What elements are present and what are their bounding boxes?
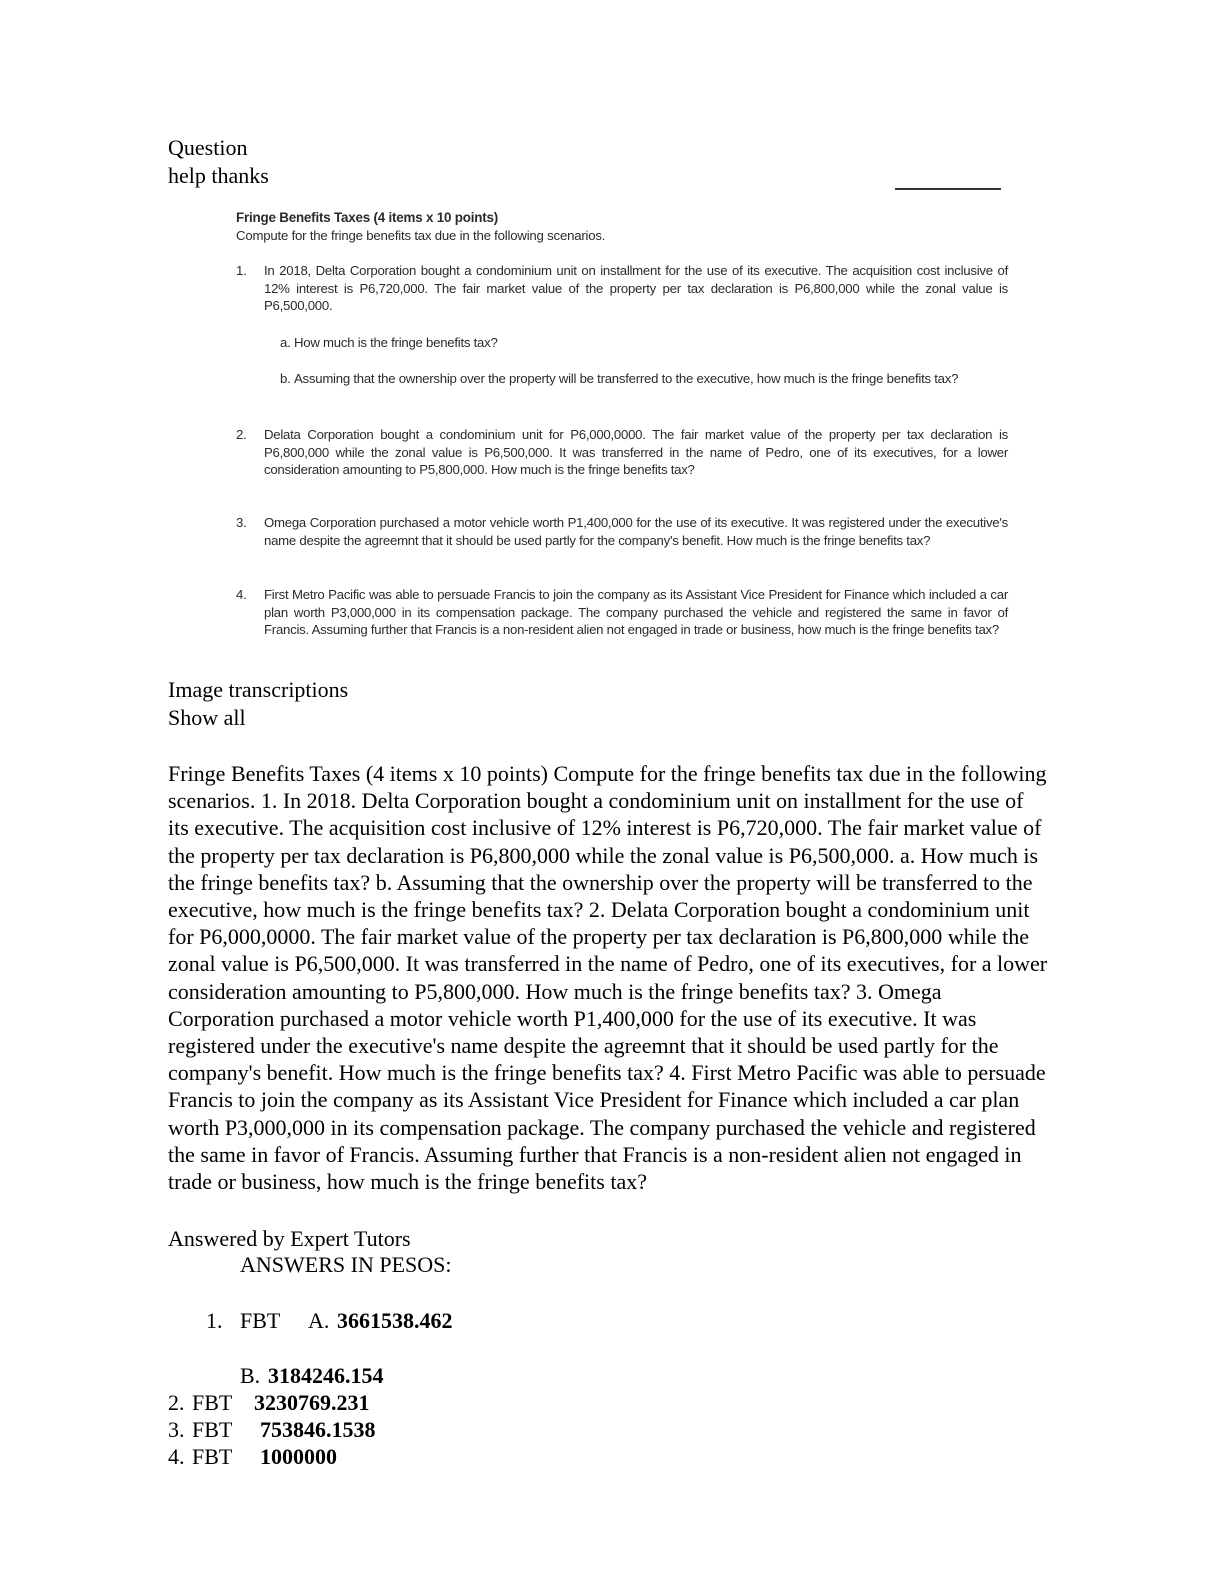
scan-subitem-label: a.: [280, 335, 291, 350]
answer-row-1a: [206, 1307, 453, 1334]
scan-item-number: 3.: [236, 515, 247, 530]
scan-item-number: 4.: [236, 587, 247, 602]
scan-subtitle: Compute for the fringe benefits tax due in the following scenarios.: [236, 228, 606, 243]
answer-label: FBT: [192, 1444, 233, 1469]
answer-label: FBT: [240, 1308, 281, 1333]
scan-subitem-1a: [280, 334, 1000, 352]
answer-row-2: [168, 1389, 370, 1416]
scan-subitem-text: Assuming that the ownership over the property will be transferred to the executive, how much is the fringe benefits tax?: [294, 371, 959, 386]
scan-item-text: In 2018, Delta Corporation bought a condominium unit on installment for the use of its executive. The acquisition cost inclusive of 12% interest is P6,720,000. The fair market value of the property per tax declaration is P6,800,000 while the zonal value is P6,500,000.: [264, 263, 1008, 313]
question-header: [168, 134, 269, 190]
show-all-link[interactable]: Show all: [168, 705, 246, 730]
answer-value: 3184246.154: [268, 1363, 384, 1388]
answer-value: 1000000: [260, 1444, 337, 1469]
answered-by-label: Answered by Expert Tutors: [168, 1226, 411, 1251]
scan-title: Fringe Benefits Taxes (4 items x 10 points): [236, 210, 499, 225]
answer-label: FBT: [192, 1390, 233, 1415]
scan-subitem-label: b.: [280, 371, 291, 386]
answer-row-4: [168, 1443, 337, 1470]
answer-number: 4.: [168, 1444, 185, 1469]
scan-item-text: First Metro Pacific was able to persuade Francis to join the company as its Assistant Vice President for Finance which included a car plan worth P3,000,000 in its compensation package. The company purchased the vehicle and registered the same in favor of Francis. Assuming further that Francis is a non-resident alien not engaged in trade or business, how much is the fringe benefits tax?: [264, 587, 1008, 637]
answer-label: FBT: [192, 1417, 233, 1442]
scan-subitem-1b: [280, 370, 1000, 388]
question-image: [228, 204, 1018, 674]
scan-item-number: 1.: [236, 263, 247, 278]
answer-value: 3661538.462: [337, 1308, 453, 1333]
answer-value: 753846.1538: [260, 1417, 376, 1442]
transcription-text: Fringe Benefits Taxes (4 items x 10 points) Compute for the fringe benefits tax due in the following scenarios. 1. In 2018. Delta Corporation bought a condominium unit on installment for the use of its executive. The acquisition cost inclusive of 12% interest is P6,720,000. The fair market value of the property per tax declaration is P6,800,000 while the zonal value is P6,500,000. a. How much is the fringe benefits tax? b. Assuming that the ownership over the property will be transferred to the executive, how much is the fringe benefits tax? 2. Delata Corporation bought a condominium unit for P6,000,0000. The fair market value of the property per tax declaration is P6,800,000 while the zonal value is P6,500,000. It was transferred in the name of Pedro, one of its executives, for a lower consideration amounting to P5,800,000. How much is the fringe benefits tax? 3. Omega Corporation purchased a motor vehicle worth P1,400,000 for the use of its executive. It was registered under the executive's name despite the agreemnt that it should be used partly for the company's benefit. How much is the fringe benefits tax? 4. First Metro Pacific was able to persuade Francis to join the company as its Assistant Vice President for Finance which included a car plan worth P3,000,000 in its compensation package. The company purchased the vehicle and registered the same in favor of Francis. Assuming further that Francis is a non-resident alien not engaged in trade or business, how much is the fringe benefits tax?: [168, 761, 1048, 1195]
scan-item-text: Omega Corporation purchased a motor vehicle worth P1,400,000 for the use of its executive. It was registered under the executive's name despite the agreemnt that it should be used partly for the company's benefit. How much is the fringe benefits tax?: [264, 515, 1008, 548]
answer-number: 2.: [168, 1390, 185, 1415]
transcriptions-heading: Image transcriptions: [168, 677, 349, 702]
answer-number: 1.: [206, 1308, 223, 1333]
scan-item-text: Delata Corporation bought a condominium unit for P6,000,0000. The fair market value of the property per tax declaration is P6,800,000 while the zonal value is P6,500,000. It was transferred in the name of Pedro, one of its executives, for a lower consideration amounting to P5,800,000. How much is the fringe benefits tax?: [264, 427, 1008, 477]
answer-value: 3230769.231: [254, 1390, 370, 1415]
transcriptions-header: [168, 676, 348, 732]
question-label: Question: [168, 135, 248, 160]
divider-line: [895, 188, 1001, 190]
answer-row-3: [168, 1416, 376, 1443]
scan-item-number: 2.: [236, 427, 247, 442]
answer-part: A.: [308, 1308, 330, 1333]
answers-title: ANSWERS IN PESOS:: [240, 1252, 452, 1277]
answer-number: 3.: [168, 1417, 185, 1442]
scan-item-3: [236, 514, 1008, 549]
scan-item-1: [236, 262, 1008, 315]
scan-item-2: [236, 426, 1008, 479]
answer-row-1b: [240, 1362, 384, 1389]
scan-item-4: [236, 586, 1008, 639]
question-note: help thanks: [168, 163, 269, 188]
scan-subitem-text: How much is the fringe benefits tax?: [294, 335, 498, 350]
answer-part: B.: [240, 1363, 261, 1388]
